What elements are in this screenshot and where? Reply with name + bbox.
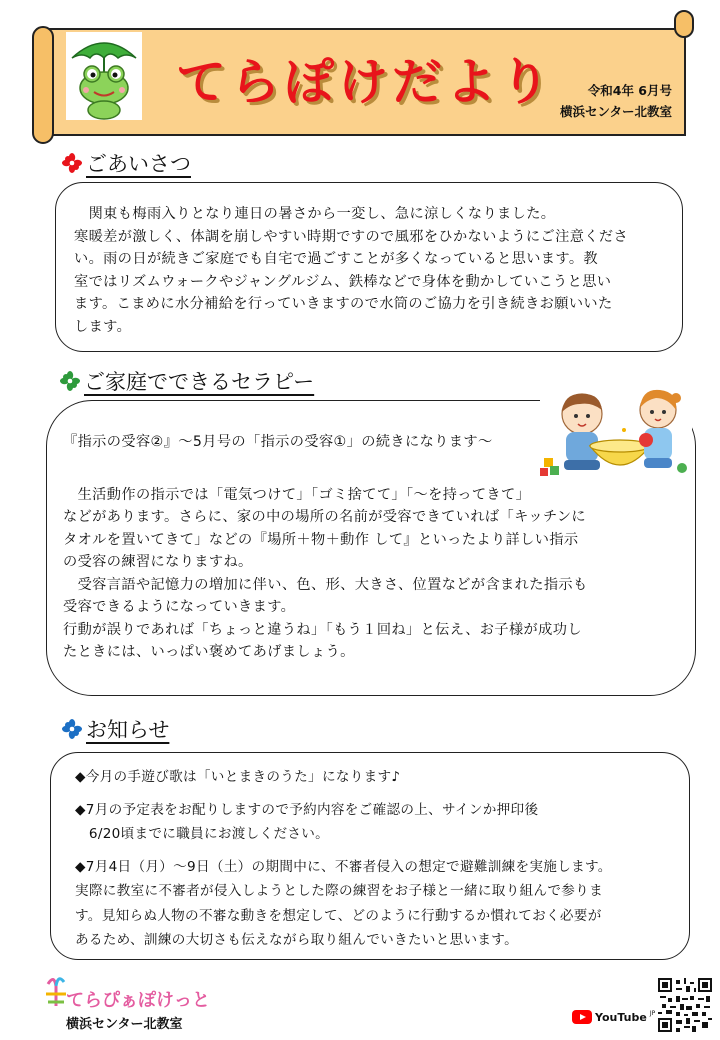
notice-heading-text: お知らせ (86, 718, 170, 742)
frog-icon (66, 32, 142, 120)
green-flower-icon (60, 371, 80, 391)
issue-date: 令和4年 6月号 (587, 83, 672, 98)
therapy-line: などがあります。さらに、家の中の場所の名前が受容できていれば「キッチンに (63, 509, 587, 525)
notice-item: ◆7月4日（月）～9日（土）の期間中に、不審者侵入の想定で避難訓練を実施します。 (75, 858, 612, 875)
therapy-line: 受容できるようになっていきます。 (63, 599, 296, 615)
therapy-line: タオルを置いてきて」などの『場所＋物＋動作 して』といったより詳しい指示 (63, 531, 579, 548)
brand-name-text: てらぴぁぽけっと (66, 990, 210, 1011)
newsletter-title: てらぽけだより (176, 53, 554, 111)
notice-item: ◆7月の予定表をお配りしますので予約内容をご確認の上、サインか押印後 (75, 801, 539, 818)
therapy-heading-text: ご家庭でできるセラピー (84, 370, 315, 394)
qr-code[interactable] (658, 978, 712, 1032)
therapy-subtitle: 『指示の受容②』～5月号の「指示の受容①」の続きになります～ (63, 434, 493, 450)
greeting-line: い。雨の日が続きご家庭でも自宅で過ごすことが多くなっていると思います。教 (74, 251, 599, 267)
brand-name (66, 986, 210, 1012)
therapy-line: 生活動作の指示では「電気つけて」「ゴミ捨てて」「～を持ってきて」 (63, 486, 531, 503)
kids-illustration (540, 384, 692, 480)
notice-box (50, 752, 690, 960)
blue-flower-icon (62, 719, 82, 739)
footer-location: 横浜センター北教室 (66, 1017, 183, 1032)
banner-right-curl (674, 10, 694, 38)
frog-mascot (66, 32, 142, 120)
children-playing-icon (540, 384, 692, 480)
greeting-box (55, 182, 683, 352)
notice-item-continued: 実際に教室に不審者が侵入しようとした際の練習をお子様と一緒に取り組んで参りま (75, 883, 603, 899)
youtube-link[interactable] (572, 1010, 655, 1024)
issue-location: 横浜センター北教室 (559, 104, 672, 119)
therapy-line: 受容言語や記憶力の増加に伴い、色、形、大きさ、位置などが含まれた指示も (63, 576, 588, 593)
greeting-heading-text: ごあいさつ (86, 152, 191, 176)
therapy-heading (60, 366, 314, 396)
greeting-text (74, 203, 664, 338)
therapy-line: 行動が誤りであれば「ちょっと違うね」「もう１回ね」と伝え、お子様が成功し (63, 621, 582, 638)
issue-info (560, 80, 672, 122)
greeting-line: 関東も梅雨入りとなり連日の暑さから一変し、急に涼しくなりました。 (74, 206, 556, 222)
brand-logo (44, 976, 68, 1014)
red-flower-icon (62, 153, 82, 173)
greeting-line: 室ではリズムウォークやジャングルジム、鉄棒などで身体を動かしていこうと思い (74, 273, 612, 290)
greeting-line: ます。こまめに水分補給を行っていきますので水筒のご協力を引き続きお願いいた (74, 296, 613, 312)
greeting-line: 寒暖差が激しく、体調を崩しやすい時期ですので風邪をひかないようにご注意くださ (74, 228, 629, 245)
therapy-line: の受容の練習になりますね。 (63, 554, 253, 570)
qr-code-icon (658, 978, 712, 1032)
notice-item-continued: あるため、訓練の大切さも伝えながら取り組んでいきたいと思います。 (75, 932, 518, 948)
sprout-logo-icon (44, 976, 68, 1010)
greeting-line: します。 (74, 318, 132, 335)
notice-item-continued: す。見知らぬ人物の不審な動きを想定して、どのように行動するか慣れておく必要が (75, 907, 602, 924)
notice-item-continued: 6/20頃までに職員にお渡しください。 (75, 826, 330, 842)
youtube-label: YouTube (595, 1010, 647, 1024)
banner-left-curl (32, 26, 54, 144)
youtube-play-icon (572, 1010, 592, 1024)
greeting-heading (62, 148, 191, 178)
youtube-region: JP (649, 1010, 656, 1017)
therapy-line: たときには、いっぱい褒めてあげましょう。 (63, 644, 355, 660)
notice-item: ◆今月の手遊び歌は「いとまきのうた」になります♪ (75, 769, 401, 785)
notice-heading (62, 714, 169, 744)
